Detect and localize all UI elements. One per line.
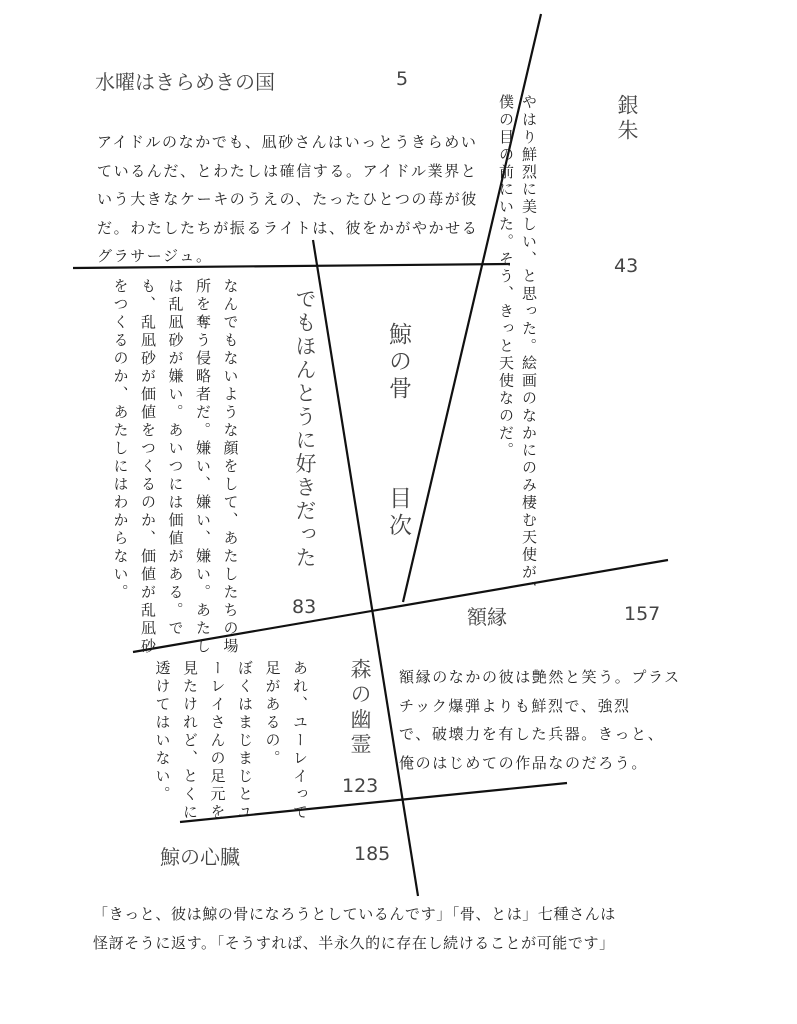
page-number: 83 <box>292 596 317 618</box>
closing-paragraph: 「きっと、彼は鯨の骨になろうとしているんです」「骨、とは」七種さんは 怪訝そうに返す。「そうすれば、半永久的に存在し続けることが可能です」 <box>93 905 616 952</box>
excerpt: あれ、ユーレイって 足があるの。 ぼくはまじまじとユ ーレイさんの足元を 見たけれど、とくに 透けてはいない。 <box>153 660 309 822</box>
chapter-title: 森の幽霊 <box>348 658 372 758</box>
page-number: 123 <box>342 775 379 797</box>
intro-paragraph: アイドルのなかでも、凪砂さんはいっとうきらめい ているんだ、とわたしは確信する。アイドル業界と いう大きなケーキのうえの、たったひとつの苺が彼 だ。わたしたちが振るライトは、彼をかがやかせる グラサージュ。 <box>97 133 479 265</box>
excerpt: 額縁のなかの彼は艶然と笑う。プラス チック爆弾よりも鮮烈で、強烈 で、破壊力を有した兵器。きっと、 俺のはじめての作品なのだろう。 <box>399 668 681 772</box>
chapter-title: 水曜はきらめきの国 <box>95 70 275 94</box>
book-title: 鯨の骨 <box>385 322 411 403</box>
page-number: 185 <box>354 843 391 865</box>
chapter-title: 銀朱 <box>615 94 639 144</box>
chapter-title: 額縁 <box>467 605 507 629</box>
page-number: 43 <box>614 255 639 277</box>
contents-heading: 目次 <box>385 486 411 540</box>
page-number: 157 <box>624 603 661 625</box>
chapter-title: 鯨の心臓 <box>160 845 240 869</box>
excerpt: やはり鮮烈に美しい、と思った。絵画のなかにのみ棲む天使が、 僕の目の前にいた。そう、きっと天使なのだ。 <box>497 94 538 599</box>
chapter-title: でもほんとうに好きだった <box>293 288 317 570</box>
page-number: 5 <box>396 68 409 90</box>
excerpt: なんでもないような顔をして、あたしたちの場 所を奪う侵略者だ。嫌い、嫌い、嫌い。あたし は乱凪砂が嫌い。あいつには価値がある。で も、乱凪砂が価値をつくるのか、価値が乱凪砂 をつくるのか、あたしにはわからない。 <box>111 278 240 656</box>
